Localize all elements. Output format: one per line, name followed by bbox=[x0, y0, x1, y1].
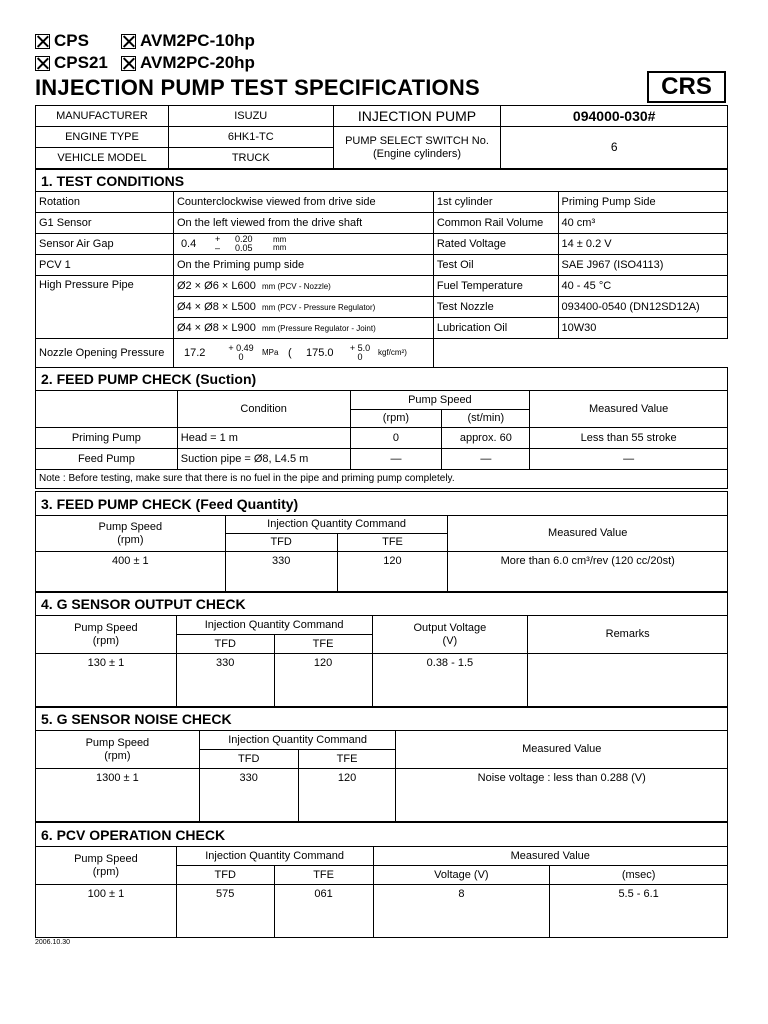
priming-pump-rpm: 0 bbox=[350, 428, 442, 449]
fuel-temperature-value: 40 - 45 °C bbox=[558, 276, 727, 297]
vehicle-model-label: VEHICLE MODEL bbox=[36, 148, 169, 169]
injection-pump-label: INJECTION PUMP bbox=[333, 106, 501, 127]
pipe-note: mm (PCV - Pressure Regulator) bbox=[261, 302, 376, 312]
option-cps21: CPS21 bbox=[35, 53, 108, 73]
section-test-conditions-title: 1. TEST CONDITIONS bbox=[35, 169, 728, 191]
pipe-spec: Ø2 × Ø6 × L600 bbox=[176, 279, 256, 292]
tfe-header: TFE bbox=[274, 866, 373, 885]
feed-pump-measured: — bbox=[530, 449, 728, 470]
nozzle-opening-pressure-value bbox=[174, 344, 407, 362]
gap-nominal: 0.4 bbox=[180, 237, 197, 250]
voltage-value: 8 bbox=[373, 885, 550, 938]
measured-value-header: Measured Value bbox=[530, 391, 728, 428]
rpm-text: (rpm) bbox=[92, 634, 120, 647]
injection-quantity-command-header: Injection Quantity Command bbox=[176, 847, 373, 866]
pcv-label: PCV 1 bbox=[36, 255, 174, 276]
rated-voltage-label: Rated Voltage bbox=[433, 234, 558, 255]
feed-pump-condition: Suction pipe = Ø8, L4.5 m bbox=[177, 449, 350, 470]
gap-tolerance bbox=[235, 235, 273, 253]
pump-speed-header: Pump Speed bbox=[350, 391, 530, 410]
tfe-value: 120 bbox=[337, 552, 448, 592]
sensor-air-gap-value bbox=[173, 234, 433, 255]
tfd-value: 330 bbox=[199, 769, 298, 822]
crs-badge: CRS bbox=[647, 71, 726, 103]
msec-value: 5.5 - 6.1 bbox=[550, 885, 728, 938]
gap-sign bbox=[215, 235, 235, 253]
common-rail-volume-label: Common Rail Volume bbox=[433, 213, 558, 234]
tfe-header: TFE bbox=[337, 534, 448, 552]
nop-unit: MPa bbox=[262, 348, 279, 358]
priming-pump-label: Priming Pump bbox=[36, 428, 178, 449]
checked-box-icon bbox=[35, 34, 50, 49]
nop-paren: ( bbox=[288, 346, 292, 359]
feed-pump-st: — bbox=[442, 449, 530, 470]
tfd-header: TFD bbox=[225, 534, 337, 552]
test-oil-label: Test Oil bbox=[433, 255, 558, 276]
option-avm2pc-10hp: AVM2PC-10hp bbox=[121, 31, 255, 51]
nozzle-opening-pressure-label: Nozzle Opening Pressure bbox=[36, 339, 174, 367]
priming-pump-st: approx. 60 bbox=[442, 428, 530, 449]
gap-plus-sign: + bbox=[214, 234, 221, 244]
nop-nominal-kgf: 175.0 bbox=[306, 346, 334, 359]
option-avm2pc-20hp: AVM2PC-20hp bbox=[121, 53, 255, 73]
measured-value: Noise voltage : less than 0.288 (V) bbox=[396, 769, 728, 822]
measured-value-header: Measured Value bbox=[396, 731, 728, 769]
feed-pump-suction-table bbox=[35, 390, 728, 489]
section-g-sensor-noise-title: 5. G SENSOR NOISE CHECK bbox=[35, 707, 728, 730]
pipe-note: mm (PCV - Nozzle) bbox=[261, 281, 331, 291]
g-sensor-output-table bbox=[35, 615, 728, 706]
tfd-header: TFD bbox=[176, 866, 274, 885]
rated-voltage-value: 14 ± 0.2 V bbox=[558, 234, 727, 255]
page-title: INJECTION PUMP TEST SPECIFICATIONS bbox=[35, 75, 480, 100]
test-nozzle-label: Test Nozzle bbox=[433, 297, 558, 318]
pump-speed-value: 100 ± 1 bbox=[36, 885, 177, 938]
remarks-value bbox=[528, 654, 728, 707]
pump-speed-text: Pump Speed bbox=[74, 852, 138, 865]
tfe-value: 061 bbox=[274, 885, 373, 938]
voltage-header: Voltage (V) bbox=[373, 866, 550, 885]
rotation-label: Rotation bbox=[36, 192, 174, 213]
high-pressure-pipe-3 bbox=[173, 318, 433, 339]
pump-speed-text: Pump Speed bbox=[98, 520, 163, 533]
output-voltage-text: Output Voltage bbox=[413, 621, 487, 634]
condition-header: Condition bbox=[177, 391, 350, 428]
feed-quantity-table bbox=[35, 515, 728, 591]
output-voltage-header bbox=[372, 616, 528, 654]
output-voltage-value: 0.38 - 1.5 bbox=[372, 654, 528, 707]
checked-box-icon bbox=[121, 56, 136, 71]
vehicle-model-value: TRUCK bbox=[168, 148, 333, 169]
checked-box-icon bbox=[35, 56, 50, 71]
nop-tolerance bbox=[220, 344, 262, 362]
pump-number: 094000-030# bbox=[501, 106, 728, 127]
nop-nominal: 17.2 bbox=[184, 346, 206, 359]
option-cps: CPS bbox=[35, 31, 89, 51]
document-date: 2006.10.30 bbox=[35, 939, 71, 946]
tfd-header: TFD bbox=[176, 635, 274, 654]
rpm-header: (rpm) bbox=[350, 410, 442, 428]
pipe-spec: Ø4 × Ø8 × L900 bbox=[176, 321, 256, 334]
g1-sensor-value: On the left viewed from the drive shaft bbox=[173, 213, 433, 234]
priming-pump-condition: Head = 1 m bbox=[177, 428, 350, 449]
pump-speed-text: Pump Speed bbox=[74, 621, 138, 634]
tfe-value: 120 bbox=[298, 769, 396, 822]
tfd-value: 330 bbox=[176, 654, 274, 707]
high-pressure-pipe-1 bbox=[173, 276, 433, 297]
test-conditions-table bbox=[35, 191, 728, 367]
msec-header: (msec) bbox=[550, 866, 728, 885]
nop-plus-kgf: + 5.0 bbox=[349, 343, 371, 353]
g1-sensor-label: G1 Sensor bbox=[36, 213, 174, 234]
tfe-value: 120 bbox=[274, 654, 372, 707]
pump-speed-text: Pump Speed bbox=[85, 736, 150, 749]
high-pressure-pipe-label: High Pressure Pipe bbox=[36, 276, 174, 339]
pipe-note: mm (Pressure Regulator - Joint) bbox=[261, 323, 376, 333]
nop-minus: 0 bbox=[238, 352, 244, 362]
test-oil-value: SAE J967 (ISO4113) bbox=[558, 255, 727, 276]
pump-speed-header bbox=[36, 847, 177, 885]
engine-type-label: ENGINE TYPE bbox=[36, 127, 169, 148]
info-table bbox=[35, 105, 728, 168]
pump-speed-value: 1300 ± 1 bbox=[36, 769, 200, 822]
lubrication-oil-value: 10W30 bbox=[558, 318, 727, 339]
injection-quantity-command-header: Injection Quantity Command bbox=[225, 516, 448, 534]
fuel-temperature-label: Fuel Temperature bbox=[433, 276, 558, 297]
manufacturer-value: ISUZU bbox=[168, 106, 333, 127]
measured-value: More than 6.0 cm³/rev (120 cc/20st) bbox=[448, 552, 728, 592]
checked-box-icon bbox=[121, 34, 136, 49]
g-sensor-noise-table bbox=[35, 730, 728, 821]
measured-value-header: Measured Value bbox=[373, 847, 727, 866]
tfd-value: 575 bbox=[176, 885, 274, 938]
pcv-value: On the Priming pump side bbox=[173, 255, 433, 276]
injection-quantity-command-header: Injection Quantity Command bbox=[176, 616, 372, 635]
nop-unit-kgf: kgf/cm²) bbox=[378, 348, 407, 358]
pump-select-switch-label bbox=[333, 127, 501, 169]
pump-speed-header bbox=[36, 616, 177, 654]
remarks-header: Remarks bbox=[528, 616, 728, 654]
nop-tolerance-kgf bbox=[342, 344, 378, 362]
pump-speed-header bbox=[36, 731, 200, 769]
rpm-text: (rpm) bbox=[92, 865, 120, 878]
high-pressure-pipe-2 bbox=[173, 297, 433, 318]
tfd-value: 330 bbox=[225, 552, 337, 592]
tfd-header: TFD bbox=[199, 750, 298, 769]
measured-value-header: Measured Value bbox=[448, 516, 728, 552]
tfe-header: TFE bbox=[298, 750, 396, 769]
rotation-value: Counterclockwise viewed from drive side bbox=[173, 192, 433, 213]
nozzle-opening-pressure-row bbox=[36, 339, 434, 368]
gap-unit: mm bbox=[272, 235, 287, 244]
gap-minus: 0.05 bbox=[234, 243, 253, 253]
pump-speed-header bbox=[36, 516, 226, 552]
section-g-sensor-output-title: 4. G SENSOR OUTPUT CHECK bbox=[35, 592, 728, 615]
sensor-air-gap-label: Sensor Air Gap bbox=[36, 234, 174, 255]
rpm-text: (rpm) bbox=[117, 533, 144, 546]
engine-type-value: 6HK1-TC bbox=[168, 127, 333, 148]
feed-pump-rpm: — bbox=[350, 449, 442, 470]
feed-pump-label: Feed Pump bbox=[36, 449, 178, 470]
gap-plus: 0.20 bbox=[234, 234, 253, 244]
st-min-header: (st/min) bbox=[442, 410, 530, 428]
first-cylinder-value: Priming Pump Side bbox=[558, 192, 727, 213]
blank-cell bbox=[36, 391, 178, 428]
pcv-operation-table bbox=[35, 846, 728, 937]
injection-quantity-command-header: Injection Quantity Command bbox=[199, 731, 396, 750]
section-feed-pump-suction-title: 2. FEED PUMP CHECK (Suction) bbox=[35, 367, 728, 390]
gap-units bbox=[273, 236, 286, 252]
pipe-spec: Ø4 × Ø8 × L500 bbox=[176, 300, 256, 313]
feed-pump-note: Note : Before testing, make sure that there is no fuel in the pipe and priming pump completely. bbox=[36, 470, 728, 489]
test-nozzle-value: 093400-0540 (DN12SD12A) bbox=[558, 297, 727, 318]
gap-unit: mm bbox=[272, 243, 287, 252]
pump-select-switch-value: 6 bbox=[501, 127, 728, 169]
manufacturer-label: MANUFACTURER bbox=[36, 106, 169, 127]
priming-pump-measured: Less than 55 stroke bbox=[530, 428, 728, 449]
common-rail-volume-value: 40 cm³ bbox=[558, 213, 727, 234]
gap-minus-sign: – bbox=[214, 243, 220, 253]
blank-cell bbox=[433, 339, 727, 368]
tfe-header: TFE bbox=[274, 635, 372, 654]
nop-plus: + 0.49 bbox=[228, 343, 254, 353]
switch-label-text: PUMP SELECT SWITCH No. bbox=[345, 134, 489, 147]
rpm-text: (rpm) bbox=[104, 749, 131, 762]
switch-sub-text: (Engine cylinders) bbox=[372, 147, 462, 160]
section-feed-quantity-title: 3. FEED PUMP CHECK (Feed Quantity) bbox=[35, 491, 728, 515]
pump-speed-value: 130 ± 1 bbox=[36, 654, 177, 707]
nop-minus-kgf: 0 bbox=[357, 352, 363, 362]
pump-speed-value: 400 ± 1 bbox=[36, 552, 226, 592]
volt-unit-text: (V) bbox=[442, 634, 458, 647]
section-pcv-operation-title: 6. PCV OPERATION CHECK bbox=[35, 822, 728, 846]
first-cylinder-label: 1st cylinder bbox=[433, 192, 558, 213]
lubrication-oil-label: Lubrication Oil bbox=[433, 318, 558, 339]
